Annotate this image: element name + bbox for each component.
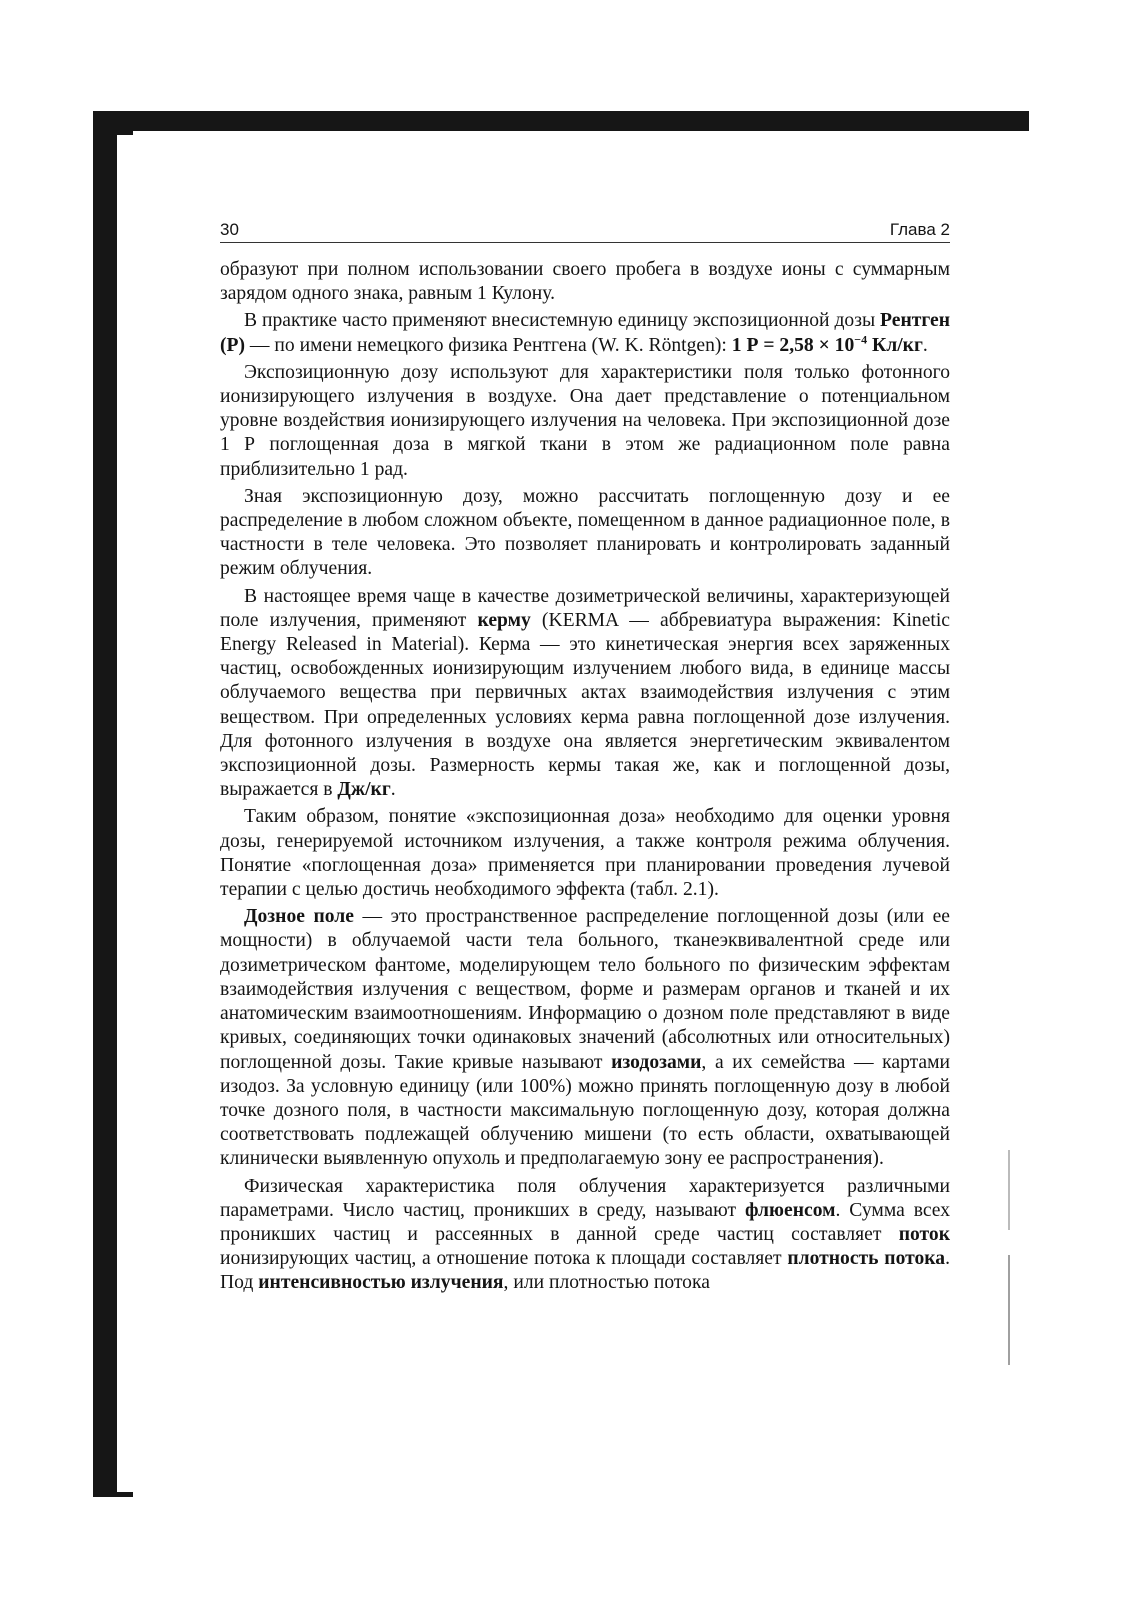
scan-edge-noise — [1008, 1150, 1010, 1230]
running-header — [220, 220, 950, 243]
text-run: Зная экспозиционную дозу, можно рассчитать поглощенную дозу и ее распределение в любом сложном объекте, помещенном в данное радиационное поле, в частности в теле человека. Это позволяет планировать и контролировать заданный режим облучения. — [220, 485, 950, 580]
text-run: В настоящее время чаще в качестве дозиметрической величины, характеризующей поле излучения, применяют — [220, 585, 950, 631]
bold-term: изодозами — [611, 1051, 702, 1073]
text-run: В практике часто применяют внесистемную единицу экспозиционной дозы — [244, 310, 881, 332]
paragraph — [220, 1175, 950, 1296]
scan-edge-noise — [1008, 1255, 1010, 1365]
paragraph — [220, 805, 950, 902]
bold-term: Дж/кг — [337, 779, 391, 801]
text-run: . Под — [220, 1248, 950, 1294]
text-run: ионизирующих частиц, а отношение потока к площади составляет — [220, 1248, 788, 1270]
bold-term: флюенсом — [744, 1199, 836, 1221]
scan-left-border-foot — [93, 1492, 133, 1497]
page-number: 30 — [220, 220, 239, 239]
text-run: , а их семейства — картами изодоз. За условную единицу (или 100%) можно принять поглощенную дозу в любой точке дозного поля, в частности максимальную поглощенную дозу, которая должна соответствовать подлежащей облучению мишени (то есть области, охватывающей клинически выявленную опухоль и предполагаемую зону ее распространения). — [220, 1051, 950, 1170]
superscript-text: −4 — [854, 332, 868, 347]
text-run: образуют при полном использовании своего пробега в воздухе ионы с суммарным зарядом одного знака, равным 1 Кулону. — [220, 259, 950, 305]
paragraph — [220, 361, 950, 482]
text-run: , или плотностью потока — [503, 1272, 710, 1294]
text-run: . Сумма всех проникших частиц и рассеянных в данной среде частиц составляет — [220, 1199, 951, 1245]
text-run: . — [922, 334, 928, 356]
paragraph — [220, 485, 950, 582]
chapter-label: Глава 2 — [889, 220, 950, 239]
bold-term: керму — [477, 609, 531, 631]
bold-term: интенсивностью излучения — [258, 1272, 504, 1294]
text-run: — по имени немецкого физика Рентгена (W. K. Röntgen): — [245, 334, 732, 356]
text-run: Физическая характеристика поля облучения характеризуется различными параметрами. Число частиц, проникших в среду, называют — [220, 1175, 950, 1221]
bold-term: Рентген (Р) — [220, 310, 950, 356]
body-text — [220, 258, 950, 1299]
paragraph — [220, 585, 950, 803]
text-run: Таким образом, понятие «экспозиционная доза» необходимо для оценки уровня дозы, генерируемой источником излучения, а также контроля режима облучения. Понятие «поглощенная доза» применяется при планировании проведения лучевой терапии с целью достичь необходимого эффекта (табл. 2.1). — [220, 806, 950, 901]
bold-term: плотность потока — [787, 1248, 946, 1270]
bold-term: Кл/кг — [867, 334, 923, 356]
text-run: Экспозиционную дозу используют для характеристики поля только фотонного ионизирующего излучения в воздухе. Она дает представление о потенциальном уровне воздействия ионизирующего излучения на человека. При экспозиционной дозе 1 Р поглощенная доза в мягкой ткани в этом же радиационном поле равна приблизительно 1 рад. — [220, 361, 950, 480]
text-run: — это пространственное распределение поглощенной дозы (или ее мощности) в облучаемой части тела больного, тканеэквивалентной среде или дозиметрическом фантоме, моделирующем тело больного по физическим эффектам взаимодействия излучения с веществом, форме и размерам органов и тканей и их анатомическим взаимоотношениям. Информацию о дозном поле представляют в виде кривых, соединяющих точки одинаковых значений (абсолютных или относительных) поглощенной дозы. Такие кривые называют — [220, 906, 950, 1073]
bold-term: Дозное поле — [244, 906, 354, 928]
scan-top-border — [93, 111, 1029, 131]
text-run: . — [390, 779, 396, 801]
bold-term: поток — [898, 1223, 950, 1245]
scan-left-border — [93, 111, 117, 1497]
bold-term: 1 Р = 2,58 × 10 — [731, 334, 855, 356]
paragraph — [220, 905, 950, 1171]
text-run: (KERMA — аббревиатура выражения: Kinetic Energy Released in Material). Керма — это кинетическая энергия всех заряженных частиц, освобожденных ионизирующим излучением любого вида, в единице массы облучаемого вещества при первичных актах взаимодействия излучения с этим веществом. При определенных условиях керма равна поглощенной дозе излучения. Для фотонного излучения в воздухе она является энергетическим эквивалентом экспозиционной дозы. Размерность кермы такая же, как и поглощенной дозы, выражается в — [220, 609, 950, 801]
paragraph — [220, 258, 950, 306]
paragraph — [220, 309, 950, 357]
